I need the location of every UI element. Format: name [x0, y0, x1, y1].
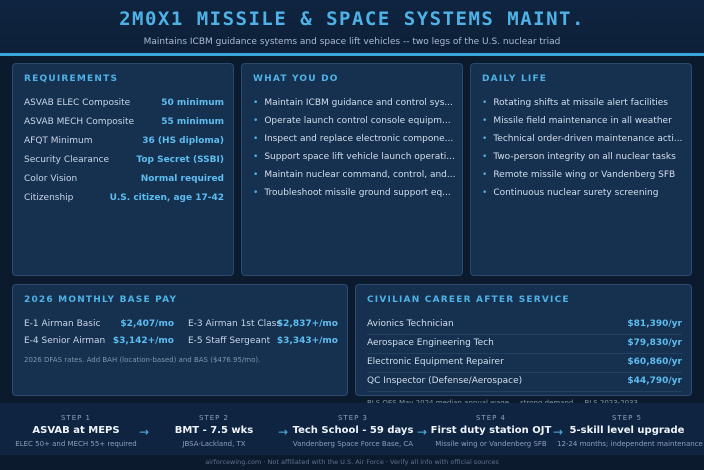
arrow-right-icon: →: [278, 425, 289, 439]
page-footer: airforcewing.com · Not affiliated with the U.S. Air Force · Verify all info with official sources: [205, 458, 499, 466]
requirement-label: ASVAB ELEC Composite: [24, 98, 131, 108]
base-pay-title: 2026 MONTHLY BASE PAY: [24, 295, 178, 305]
step-number: STEP 5: [611, 414, 643, 422]
civilian-salary: $60,860/yr: [627, 357, 682, 367]
list-item: [482, 98, 668, 108]
pay-footnote: 2026 DFAS rates. Add BAH (location-based) and BAS ($476.95/mo).: [24, 356, 261, 364]
step-title: First duty station OJT: [430, 425, 552, 436]
daily-life-text: Rotating shifts at missile alert facilities: [493, 98, 668, 108]
daily-life-text: Remote missile wing or Vandenberg SFB: [493, 170, 676, 180]
list-item: [253, 152, 455, 162]
requirements-title: REQUIREMENTS: [24, 74, 119, 84]
bullet-icon: •: [482, 188, 488, 198]
step-number: STEP 4: [475, 414, 507, 422]
page-title: 2M0X1 MISSILE & SPACE SYSTEMS MAINT.: [119, 8, 585, 30]
list-item: [482, 170, 675, 180]
step-detail: 12-24 months; independent maintenance: [557, 440, 703, 448]
bullet-icon: •: [253, 98, 259, 108]
bullet-icon: •: [482, 134, 488, 144]
list-item: [482, 116, 672, 126]
list-item: [253, 98, 453, 108]
step-detail: Missile wing or Vandenberg SFB: [435, 440, 547, 448]
civilian-job-title: Avionics Technician: [367, 319, 454, 329]
requirement-value: U.S. citizen, age 17-42: [109, 193, 224, 203]
requirement-label: Security Clearance: [24, 155, 110, 165]
requirements-card: [12, 63, 234, 276]
timeline-step: [6, 403, 146, 455]
bullet-icon: •: [253, 170, 259, 180]
pay-amount: $2,837+/mo: [276, 319, 338, 329]
daily-life-text: Technical order-driven maintenance acti...: [493, 134, 683, 144]
requirement-value: 50 minimum: [161, 98, 224, 108]
civilian-job-row: [367, 373, 682, 392]
bullet-icon: •: [482, 116, 488, 126]
arrow-right-icon: →: [417, 425, 428, 439]
step-number: STEP 1: [60, 414, 92, 422]
daily-life-title: DAILY LIFE: [482, 74, 548, 84]
civilian-salary: $44,790/yr: [627, 376, 682, 386]
requirement-row: [24, 98, 224, 114]
civilian-job-title: QC Inspector (Defense/Aerospace): [367, 376, 523, 386]
pay-row: [24, 319, 174, 333]
list-item: [253, 134, 453, 144]
pay-row: [188, 336, 338, 350]
requirement-row: [24, 193, 224, 209]
daily-life-text: Missile field maintenance in all weather: [493, 116, 672, 126]
pay-amount: $3,343+/mo: [276, 336, 338, 346]
what-you-do-card: [241, 63, 463, 276]
requirement-label: Citizenship: [24, 193, 74, 203]
header-divider: [0, 53, 704, 56]
civilian-job-row: [367, 335, 682, 354]
duty-text: Operate launch control console equipm...: [264, 116, 451, 126]
requirement-row: [24, 117, 224, 133]
civilian-salary: $79,830/yr: [627, 338, 682, 348]
step-detail: ELEC 50+ and MECH 55+ required: [15, 440, 137, 448]
base-pay-card: [12, 284, 348, 396]
civilian-career-title: CIVILIAN CAREER AFTER SERVICE: [367, 295, 570, 305]
requirement-label: Color Vision: [24, 174, 78, 184]
civilian-job-title: Aerospace Engineering Tech: [367, 338, 494, 348]
requirement-label: ASVAB MECH Composite: [24, 117, 135, 127]
requirement-value: Top Secret (SSBI): [136, 155, 224, 165]
bullet-icon: •: [253, 116, 259, 126]
requirement-row: [24, 174, 224, 190]
step-detail: JBSA-Lackland, TX: [182, 440, 246, 448]
step-number: STEP 3: [337, 414, 369, 422]
list-item: [253, 170, 455, 180]
timeline-step: [421, 403, 564, 455]
pay-grade: E-5 Staff Sergeant: [188, 336, 271, 346]
step-number: STEP 2: [198, 414, 230, 422]
requirement-value: Normal required: [140, 174, 224, 184]
pathway-timeline: [0, 403, 704, 455]
list-item: [482, 188, 658, 198]
step-title: BMT - 7.5 wks: [174, 425, 254, 436]
list-item: [253, 116, 451, 126]
list-item: [253, 188, 451, 198]
duty-text: Maintain nuclear command, control, and...: [264, 170, 456, 180]
duty-text: Maintain ICBM guidance and control sys...: [264, 98, 453, 108]
requirement-label: AFQT Minimum: [24, 136, 93, 146]
requirement-value: 36 (HS diploma): [142, 136, 224, 146]
daily-life-card: [470, 63, 692, 276]
pay-grade: E-4 Senior Airman: [24, 336, 106, 346]
bullet-icon: •: [253, 134, 259, 144]
civilian-job-row: [367, 354, 682, 373]
requirement-row: [24, 155, 224, 171]
step-detail: Vandenberg Space Force Base, CA: [292, 440, 414, 448]
pay-grade: E-1 Airman Basic: [24, 319, 101, 329]
requirement-value: 55 minimum: [161, 117, 224, 127]
duty-text: Support space lift vehicle launch operati...: [264, 152, 455, 162]
step-title: 5-skill level upgrade: [569, 425, 685, 436]
page-header: [0, 0, 704, 54]
timeline-step: [144, 403, 284, 455]
timeline-step: [557, 403, 703, 455]
requirement-row: [24, 136, 224, 152]
pay-row: [188, 319, 338, 333]
daily-life-text: Two-person integrity on all nuclear tasks: [493, 152, 676, 162]
list-item: [482, 134, 682, 144]
what-you-do-title: WHAT YOU DO: [253, 74, 339, 84]
civilian-job-row: [367, 316, 682, 335]
civilian-salary: $81,390/yr: [627, 319, 682, 329]
bullet-icon: •: [253, 152, 259, 162]
bullet-icon: •: [253, 188, 259, 198]
civilian-job-title: Electronic Equipment Repairer: [367, 357, 504, 367]
arrow-right-icon: →: [553, 425, 564, 439]
civilian-career-card: [355, 284, 692, 396]
step-title: ASVAB at MEPS: [32, 425, 120, 436]
page-subtitle: Maintains ICBM guidance systems and space lift vehicles -- two legs of the U.S. nuclear triad: [143, 37, 561, 47]
step-title: Tech School - 59 days: [292, 425, 414, 436]
list-item: [482, 152, 676, 162]
pay-amount: $3,142+/mo: [112, 336, 174, 346]
arrow-right-icon: →: [139, 425, 150, 439]
pay-amount: $2,407/mo: [120, 319, 174, 329]
duty-text: Troubleshoot missile ground support eq...: [264, 188, 451, 198]
duty-text: Inspect and replace electronic compone...: [264, 134, 454, 144]
timeline-step: [283, 403, 423, 455]
bullet-icon: •: [482, 98, 488, 108]
bullet-icon: •: [482, 152, 488, 162]
bullet-icon: •: [482, 170, 488, 180]
pay-row: [24, 336, 174, 350]
pay-grade: E-3 Airman 1st Class: [188, 319, 282, 329]
daily-life-text: Continuous nuclear surety screening: [493, 188, 659, 198]
